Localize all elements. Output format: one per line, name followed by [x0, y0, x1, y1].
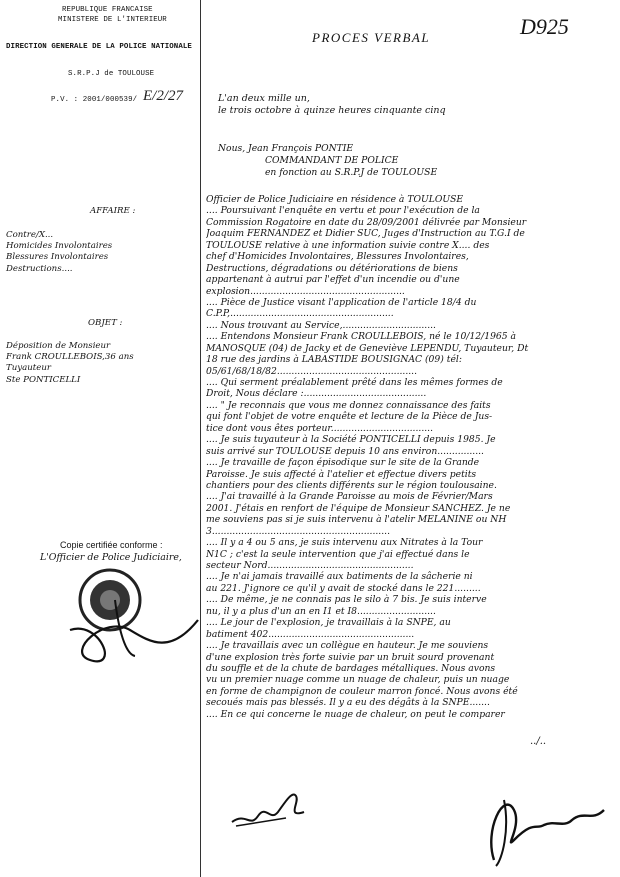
objet-heading: OBJET : [88, 318, 123, 328]
officer-name: Nous, Jean François PONTIE [218, 143, 354, 154]
statement-line: Paroisse. Je suis affecté à l'atelier et effectue divers petits [206, 468, 477, 480]
statement-line: .... Pièce de Justice visant l'application de l'article 18/4 du [206, 296, 477, 308]
statement-line: au 221. J'ignore ce qu'il y avait de stocké dans le 221......... [206, 582, 481, 594]
statement-line: .... En ce qui concerne le nuage de chaleur, on peut le comparer [206, 708, 505, 720]
date-line: L'an deux mille un, [218, 93, 310, 104]
statement-line: en forme de champignon de couleur marron foncé. Nous avons été [206, 685, 518, 697]
affaire-line: Destructions.... [6, 263, 73, 274]
handwritten-reference: D925 [520, 14, 569, 39]
statement-line: secoués mais pas blessés. Il y a eu des dégâts à la SNPE....... [206, 697, 490, 709]
column-divider [200, 0, 201, 877]
affaire-list [6, 230, 112, 275]
statement-line: .... Je travaille de façon épisodique sur le site de la Grande [206, 457, 480, 469]
statement-line: secteur Nord.................................................. [206, 560, 414, 571]
affaire-line: Blessures Involontaires [6, 252, 109, 263]
statement-line: explosion..................................................... [206, 285, 405, 297]
statement-line: Destructions, dégradations ou détériorations de biens [206, 262, 458, 274]
objet-line: Déposition de Monsieur [6, 341, 111, 351]
statement-line: .... J'ai travaillé à la Grande Paroisse au mois de Février/Mars [206, 491, 493, 503]
statement-line: .... Je travaillais avec un collègue en hauteur. Je me souviens [206, 640, 489, 652]
certified-copy-label: Copie certifiée conforme : [60, 540, 163, 550]
statement-line: vu un premier nuage comme un nuage de chaleur, puis un nuage [206, 674, 510, 686]
statement-line: .... " Je reconnais que vous me donnez connaissance des faits [206, 399, 491, 411]
statement-line: .... De même, je ne connais pas le silo à 7 bis. Je suis interve [206, 594, 487, 606]
statement-line: .... Entendons Monsieur Frank CROULLEBOIS, né le 10/12/1965 à [206, 331, 517, 343]
pv-number: P.V. : 2001/000539/ [51, 96, 138, 104]
statement-line: 05/61/68/18/82................................................ [206, 365, 418, 377]
statement-line: d'une explosion très forte suivie par un bruit sourd provenant [206, 651, 495, 663]
officer-rank: COMMANDANT DE POLICE [265, 155, 399, 166]
statement-line: .... Je suis tuyauteur à la Société PONTICELLI depuis 1985. Je [206, 434, 496, 446]
statement-line: du souffle et de la chute de bardages métalliques. Nous avons [206, 662, 496, 674]
statement-line: me souviens pas si je suis intervenu à l'atelir MELANINE ou NH [206, 514, 507, 526]
statement-line: .... Qui serment préalablement prêté dans les mêmes formes de [206, 377, 503, 388]
statement-line: tice dont vous êtes porteur................................... [206, 422, 433, 434]
statement-line: .... Le jour de l'explosion, je travaillais à la SNPE, au [206, 617, 451, 629]
official-seal-stamp [60, 560, 210, 680]
deponent-signature [474, 770, 614, 870]
republic-label: REPUBLIQUE FRANCAISE [62, 6, 153, 14]
statement-line: .... Il y a 4 ou 5 ans, je suis intervenu aux Nitrates à la Tour [206, 537, 483, 549]
statement-line: suis arrivé sur TOULOUSE depuis 10 ans environ................ [206, 445, 484, 457]
statement-line: qui font l'objet de votre enquête et lecture de la Pièce de Jus- [206, 411, 493, 423]
affaire-line: Contre/X... [6, 230, 54, 240]
statement-body [206, 194, 616, 720]
statement-line: chantiers pour des clients différents sur le région toulousaine. [206, 479, 497, 491]
srpj-label: S.R.P.J de TOULOUSE [68, 70, 155, 78]
statement-line: chef d'Homicides Involontaires, Blessures Involontaires, [206, 251, 469, 263]
statement-line: 2001. J'étais en renfort de l'équipe de Monsieur SANCHEZ. Je ne [206, 502, 511, 514]
objet-line: Ste PONTICELLI [6, 374, 81, 385]
statement-line: batiment 402.................................................. [206, 628, 415, 640]
pv-handwritten-suffix: E/2/27 [143, 88, 183, 104]
statement-line: nu, il y a plus d'un an en I1 et I8........................... [206, 605, 436, 617]
statement-line: .... Je n'ai jamais travaillé aux batiments de la sâcherie ni [206, 571, 473, 583]
statement-line: Joaquim FERNANDEZ et Didier SUC, Juges d'Instruction au T.G.I de [206, 228, 525, 240]
statement-line: .... Poursuivant l'enquête en vertu et pour l'exécution de la [206, 205, 480, 217]
objet-line: Frank CROULLEBOIS,36 ans [6, 352, 134, 363]
objet-line: Tuyauteur [6, 363, 51, 374]
ministry-label: MINISTERE DE L'INTERIEUR [58, 16, 167, 24]
objet-list [6, 341, 134, 386]
statement-line: Officier de Police Judiciaire en résidence à TOULOUSE [206, 194, 464, 205]
statement-line: 3............................................................. [206, 525, 390, 537]
statement-line: C.P.P,........................................................ [206, 308, 394, 320]
statement-line: Commission Rogatoire en date du 28/09/2001 délivrée par Monsieur [206, 216, 527, 228]
certifying-officer-label: L'Officier de Police Judiciaire, [40, 552, 182, 563]
statement-line: Droit, Nous déclare :.......................................... [206, 388, 427, 400]
officer-function: en fonction au S.R.P.J de TOULOUSE [265, 167, 438, 178]
continuation-marker: ../.. [530, 736, 547, 747]
affaire-heading: AFFAIRE : [90, 206, 136, 216]
page-title: PROCES VERBAL [312, 30, 431, 45]
statement-line: MANOSQUE (04) de Jacky et de Geneviève LEPENDU, Tuyauteur, Dt [206, 342, 529, 354]
statement-line: appartenant à autrui par l'effet d'un incendie ou d'une [206, 274, 460, 286]
initials-signature [226, 782, 316, 832]
statement-line: 18 rue des jardins à LABASTIDE BOUSIGNAC (09) tél: [206, 354, 462, 366]
affaire-line: Homicides Involontaires [6, 241, 113, 252]
direction-label: DIRECTION GENERALE DE LA POLICE NATIONALE [6, 43, 192, 51]
time-line: le trois octobre à quinze heures cinquante cinq [218, 105, 446, 116]
statement-line: .... Nous trouvant au Service,................................ [206, 319, 436, 331]
statement-line: TOULOUSE relative à une information suivie contre X.... des [206, 239, 490, 251]
statement-line: N1C ; c'est la seule intervention que j'ai effectué dans le [206, 548, 470, 560]
